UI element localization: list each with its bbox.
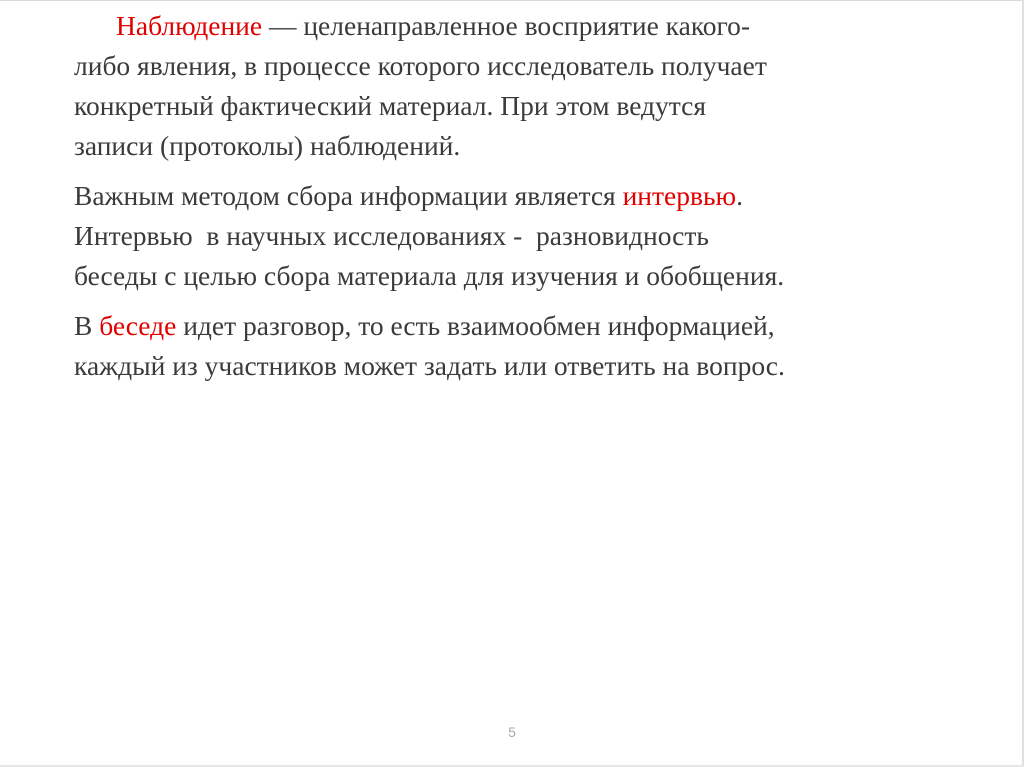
paragraph-conversation	[74, 306, 974, 386]
text-run: .	[736, 180, 743, 211]
text-run: В	[74, 310, 100, 341]
text-line: каждый из участников может задать или ответить на вопрос.	[74, 350, 785, 381]
text-line	[74, 6, 974, 46]
slide-body-text	[74, 6, 974, 396]
paragraph-interview	[74, 176, 974, 296]
term-interview: интервью	[622, 180, 737, 211]
text-run: — целенаправленное восприятие какого-	[262, 10, 751, 41]
page-number: 5	[508, 724, 516, 740]
text-line	[74, 306, 974, 346]
paragraph-observation	[74, 6, 974, 166]
text-line	[74, 176, 974, 216]
text-run: Важным методом сбора информации является	[74, 180, 623, 211]
slide-top-edge	[0, 0, 1024, 1]
text-line: беседы с целью сбора материала для изучения и обобщения.	[74, 260, 785, 291]
text-line: записи (протоколы) наблюдений.	[74, 130, 461, 161]
text-line: Интервью в научных исследованиях - разновидность	[74, 220, 709, 251]
text-run: идет разговор, то есть взаимообмен информацией,	[176, 310, 775, 341]
term-observation: Наблюдение	[116, 10, 263, 41]
text-line: конкретный фактический материал. При этом ведутся	[74, 90, 707, 121]
term-conversation: беседе	[99, 310, 177, 341]
text-line: либо явления, в процессе которого исследователь получает	[74, 50, 767, 81]
